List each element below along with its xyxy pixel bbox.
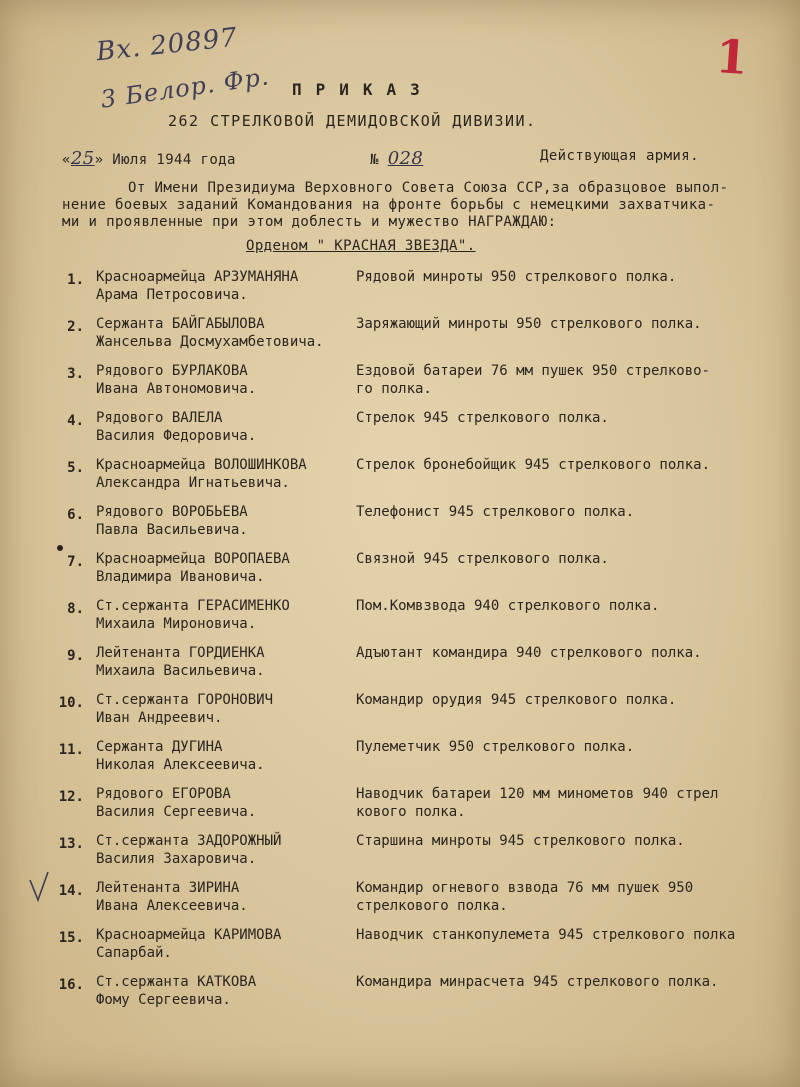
awardee-position-line-1: Связной 945 стрелкового полка. [356, 551, 609, 567]
awardee-position [356, 268, 676, 286]
awardee-position [356, 832, 685, 850]
awardee-number: 1. [67, 272, 84, 288]
awardee-name [96, 785, 256, 821]
awardee-name-line-2: Фому Сергеевича. [96, 992, 231, 1008]
awardee-position-line-1: Наводчик батареи 120 мм минометов 940 стрел [356, 786, 719, 802]
awardee-position-line-2: кового полка. [356, 804, 466, 820]
awardee-name-line-1: Ст.сержанта ГОРОНОВИЧ [96, 692, 274, 708]
awardee-position-line-1: Командир орудия 945 стрелкового полка. [356, 692, 677, 708]
awardee-position-line-1: Ездовой батареи 76 мм пушек 950 стрелково- [356, 363, 711, 379]
awardee-number: 2. [67, 319, 84, 335]
awardee-number: 3. [67, 366, 84, 382]
awardee-number: 5. [67, 460, 84, 476]
awardee-name [96, 550, 290, 586]
red-page-mark: 1 [714, 28, 750, 86]
awardee-name [96, 926, 281, 962]
awardee-number: 9. [67, 648, 84, 664]
awardee-name-line-2: Михаила Васильевича. [96, 663, 265, 679]
awardee-position [356, 644, 702, 662]
awardee-position [356, 503, 634, 521]
awardee-number: 15. [58, 930, 84, 946]
awardee-name-line-1: Ст.сержанта ЗАДОРОЖНЫЙ [96, 833, 282, 849]
body-line-3: ми и проявленные при этом доблесть и мужество НАГРАЖДАЮ: [62, 214, 557, 230]
tick-mark-icon [30, 872, 48, 900]
awardee-name-line-1: Рядового ВАЛЕЛА [96, 410, 223, 426]
awardee-number: 8. [67, 601, 84, 617]
awardee-position [356, 362, 710, 398]
awardee-number: 10. [58, 695, 84, 711]
awardee-name [96, 644, 265, 680]
division-subtitle: 262 СТРЕЛКОВОЙ ДЕМИДОВСКОЙ ДИВИЗИИ. [168, 112, 537, 130]
awardee-name-line-1: Лейтенанта ГОРДИЕНКА [96, 645, 265, 661]
awardee-position-line-1: Адъютант командира 940 стрелкового полка. [356, 645, 702, 661]
awardee-name-line-1: Ст.сержанта ГЕРАСИМЕНКО [96, 598, 290, 614]
awardee-name-line-1: Красноармейца КАРИМОВА [96, 927, 282, 943]
awardee-name [96, 832, 281, 868]
awardee-name-line-2: Иван Андреевич. [96, 710, 223, 726]
awardee-position [356, 691, 676, 709]
body-line-2: нение боевых заданий Командования на фронте борьбы с немецкими захватчика- [62, 197, 716, 213]
awardee-position-line-1: Рядовой минроты 950 стрелкового полка. [356, 269, 677, 285]
awardee-position-line-2: стрелкового полка. [356, 898, 508, 914]
awardee-position [356, 597, 659, 615]
award-heading: Орденом " КРАСНАЯ ЗВЕЗДА". [246, 238, 476, 254]
awardee-name [96, 973, 256, 1009]
awardee-position [356, 550, 609, 568]
awardee-name [96, 456, 307, 492]
awardee-name-line-1: Красноармейца ВОРОПАЕВА [96, 551, 290, 567]
awardee-position-line-1: Пулеметчик 950 стрелкового полка. [356, 739, 635, 755]
awardee-name-line-1: Рядового ЕГОРОВА [96, 786, 231, 802]
awardee-name-line-1: Сержанта БАЙГАБЫЛОВА [96, 316, 265, 332]
awardee-number: 4. [67, 413, 84, 429]
awardee-number: 16. [58, 977, 84, 993]
awardee-name [96, 362, 256, 398]
awardee-name-line-2: Николая Алексеевича. [96, 757, 265, 773]
awardee-number: 7. [67, 554, 84, 570]
awardee-name [96, 268, 298, 304]
order-title: ПРИКАЗ [292, 80, 434, 99]
awardee-name [96, 879, 248, 915]
awardee-position-line-1: Пом.Комвзвода 940 стрелкового полка. [356, 598, 660, 614]
awardee-name-line-2: Василия Сергеевича. [96, 804, 257, 820]
awardee-position [356, 456, 710, 474]
awardee-name [96, 738, 265, 774]
ink-dot-icon [57, 545, 63, 551]
awardee-number: 12. [58, 789, 84, 805]
awardee-name-line-1: Ст.сержанта КАТКОВА [96, 974, 257, 990]
awardee-position-line-1: Старшина минроты 945 стрелкового полка. [356, 833, 685, 849]
awardee-position-line-1: Стрелок 945 стрелкового полка. [356, 410, 609, 426]
body-line-1: От Имени Президиума Верховного Совета Союза ССР,за образцовое выпол- [128, 180, 729, 196]
awardee-name-line-1: Рядового БУРЛАКОВА [96, 363, 248, 379]
awardee-position [356, 315, 702, 333]
awardee-name [96, 503, 248, 539]
awardee-name [96, 409, 256, 445]
awardee-name-line-2: Павла Васильевича. [96, 522, 248, 538]
awardee-name-line-2: Жансельва Досмухамбетовича. [96, 334, 324, 350]
awardee-position [356, 409, 609, 427]
date-month-year: Июля 1944 года [112, 152, 236, 168]
awardee-name-line-2: Василия Федоровича. [96, 428, 257, 444]
awardee-position [356, 738, 634, 756]
awardee-position-line-1: Командира минрасчета 945 стрелкового полка. [356, 974, 719, 990]
awardee-number: 6. [67, 507, 84, 523]
awardee-position-line-1: Наводчик станкопулемета 945 стрелкового полка [356, 927, 736, 943]
incoming-number-handwritten: Вх. 20897 [94, 22, 240, 68]
awardee-name-line-1: Сержанта ДУГИНА [96, 739, 223, 755]
awardee-position-line-1: Телефонист 945 стрелкового полка. [356, 504, 635, 520]
location-label: Действующая армия. [540, 148, 699, 164]
awardee-position [356, 926, 735, 944]
order-number-value: 028 [387, 148, 424, 169]
awardee-name [96, 315, 324, 351]
order-number: № 028 [370, 148, 424, 169]
awardee-name-line-1: Рядового ВОРОБЬЕВА [96, 504, 248, 520]
awardee-name-line-2: Ивана Автономовича. [96, 381, 257, 397]
awardee-name-line-1: Красноармейца АРЗУМАНЯНА [96, 269, 299, 285]
awardee-name-line-2: Арама Петросовича. [96, 287, 248, 303]
awardee-name-line-1: Красноармейца ВОЛОШИНКОВА [96, 457, 307, 473]
awardee-name-line-2: Александра Игнатьевича. [96, 475, 290, 491]
awardee-name [96, 597, 290, 633]
awardee-number: 11. [58, 742, 84, 758]
awardee-name-line-2: Михаила Мироновича. [96, 616, 257, 632]
date-day: 25 [70, 148, 95, 169]
awardee-name-line-2: Ивана Алексеевича. [96, 898, 248, 914]
awardee-name-line-1: Лейтенанта ЗИРИНА [96, 880, 240, 896]
front-handwritten: 3 Белор. Фр. [98, 62, 272, 114]
awardee-position-line-1: Стрелок бронебойщик 945 стрелкового полка. [356, 457, 711, 473]
awardee-name-line-2: Сапарбай. [96, 945, 172, 961]
awardee-position [356, 973, 718, 991]
awardee-number: 13. [58, 836, 84, 852]
date-line: «25» Июля 1944 года [62, 148, 236, 169]
awardee-name-line-2: Владимира Ивановича. [96, 569, 265, 585]
awardee-position [356, 785, 718, 821]
awardee-name [96, 691, 273, 727]
awardee-position-line-1: Заряжающий минроты 950 стрелкового полка. [356, 316, 702, 332]
awardee-position-line-1: Командир огневого взвода 76 мм пушек 950 [356, 880, 694, 896]
awardee-position-line-2: го полка. [356, 381, 432, 397]
awardee-name-line-2: Василия Захаровича. [96, 851, 257, 867]
awardee-number: 14. [58, 883, 84, 899]
awardee-position [356, 879, 693, 915]
